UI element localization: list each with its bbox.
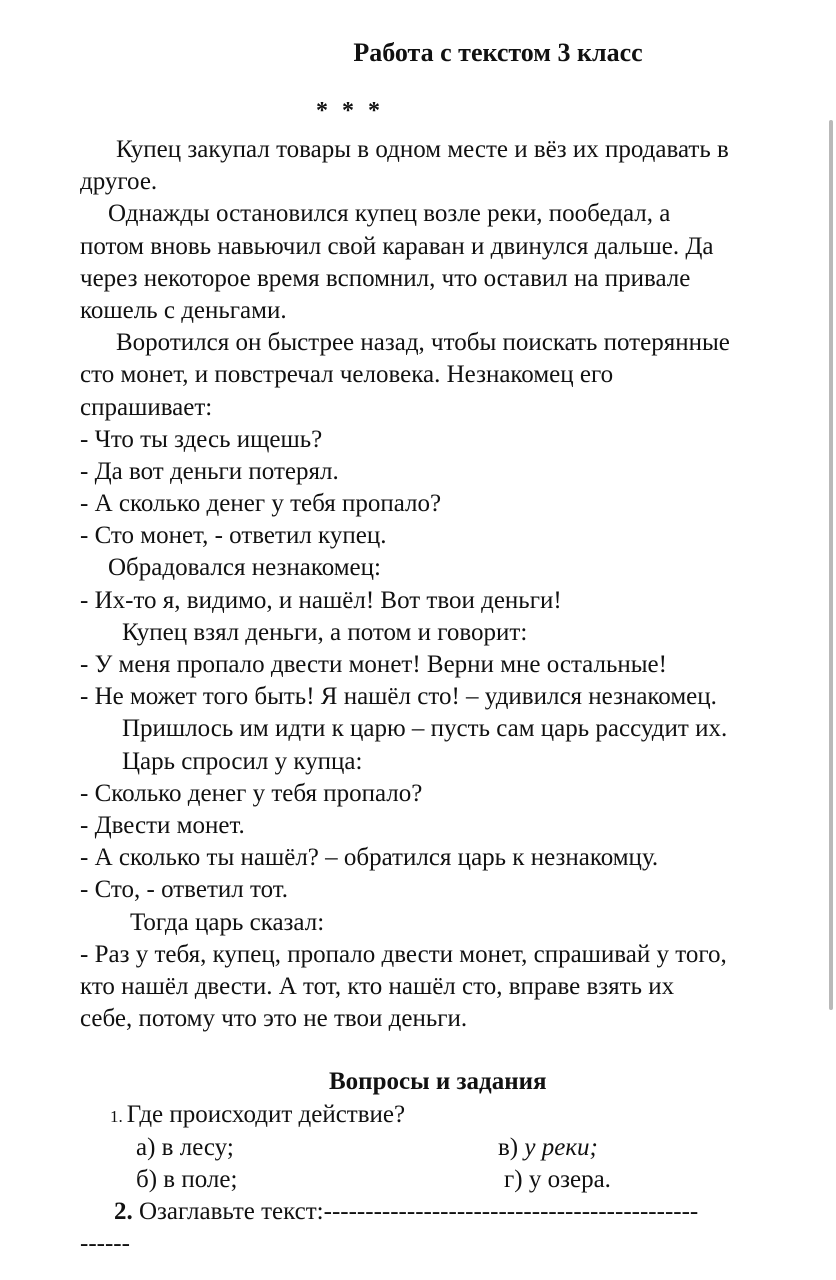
question-2-number: 2. — [114, 1198, 133, 1225]
text-line: Обрадовался незнакомец: — [108, 554, 381, 582]
text-line: потом вновь навьючил свой караван и двинулся дальше. Да — [80, 232, 714, 260]
text-line: кошель с деньгами. — [80, 296, 287, 324]
text-line: другое. — [80, 168, 158, 196]
text-line: - Не может того быть! Я нашёл сто! – удивился незнакомец. — [80, 683, 717, 711]
text-line: - Сколько денег у тебя пропало? — [80, 779, 423, 807]
text-line: Купец закупал товары в одном месте и вёз их продавать в — [116, 136, 729, 163]
text-line: - А сколько ты нашёл? – обратился царь к незнакомцу. — [80, 844, 659, 872]
answer-line-continued: ------ — [80, 1230, 130, 1257]
question-1-number: 1. — [110, 1107, 123, 1126]
text-line: - Раз у тебя, купец, пропало двести монет, спрашивай у того, — [80, 940, 727, 968]
page-title: Работа с текстом 3 класс — [353, 38, 643, 67]
text-line: - Сто, - ответил тот. — [80, 876, 289, 904]
option-g[interactable]: г) у озера. — [504, 1166, 611, 1193]
text-line: через некоторое время вспомнил, что оставил на привале — [80, 264, 691, 292]
text-line: - Сто монет, - ответил купец. — [80, 522, 387, 550]
option-v-selected[interactable]: в) у реки; — [498, 1134, 598, 1161]
question-1 — [110, 1101, 405, 1129]
text-line: Царь спросил у купца: — [122, 747, 363, 775]
text-line: Пришлось им идти к царю – пусть сам царь рассудит их. — [122, 715, 728, 743]
question-1-text: Где происходит действие? — [126, 1101, 406, 1128]
text-line: Воротился он быстрее назад, чтобы поискать потерянные — [116, 329, 730, 357]
text-line: - У меня пропало двести монет! Верни мне остальные! — [80, 651, 667, 678]
text-line: Купец взял деньги, а потом и говорит: — [122, 618, 528, 646]
text-line: кто нашёл двести. А тот, кто нашёл сто, вправе взять их — [80, 972, 675, 1000]
text-line: - Их-то я, видимо, и нашёл! Вот твои деньги! — [80, 586, 562, 614]
text-line: - Да вот деньги потерял. — [80, 457, 339, 485]
text-line: Тогда царь сказал: — [130, 908, 325, 936]
separator: * * * — [316, 98, 384, 124]
text-line: себе, потому что это не твои деньги. — [80, 1005, 468, 1033]
scrollbar[interactable] — [829, 120, 833, 1010]
question-2-text: Озаглавьте текст: — [139, 1198, 324, 1225]
text-line: - А сколько денег у тебя пропало? — [80, 490, 442, 518]
answer-line: --------------------------------------------- — [323, 1198, 699, 1225]
text-line: - Двести монет. — [80, 811, 245, 839]
story-text — [80, 134, 810, 1035]
text-line: - Что ты здесь ищешь? — [80, 425, 323, 453]
question-2 — [114, 1198, 698, 1226]
text-line: Однажды остановился купец возле реки, пообедал, а — [108, 200, 671, 228]
text-line: сто монет, и повстречал человека. Незнакомец его — [80, 361, 614, 389]
option-b[interactable]: б) в поле; — [136, 1166, 238, 1193]
questions-title: Вопросы и задания — [329, 1068, 547, 1095]
text-line: спрашивает: — [80, 393, 213, 421]
option-a[interactable]: а) в лесу; — [136, 1134, 234, 1161]
